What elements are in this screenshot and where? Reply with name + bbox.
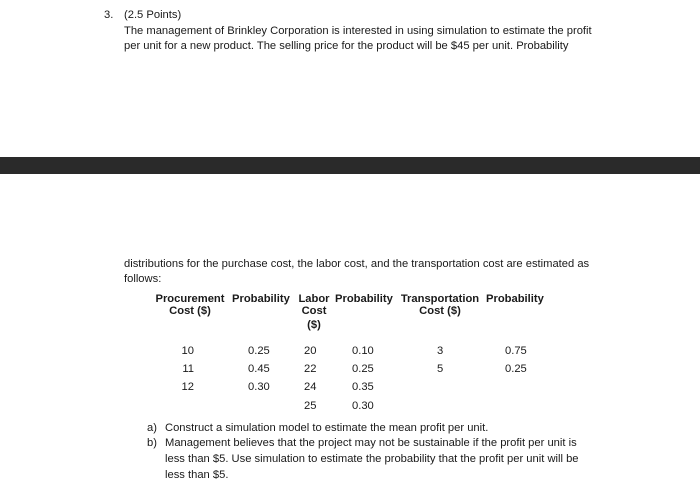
question-text-line-1: The management of Brinkley Corporation is interested in using simulation to estimate the profit <box>124 25 592 37</box>
header-probability-2: Probability <box>335 293 393 305</box>
procurement-cost: 12 <box>181 381 194 393</box>
header-procurement: Procurement Cost ($) <box>155 293 225 317</box>
labor-probability: 0.35 <box>352 381 374 393</box>
question-points: (2.5 Points) <box>124 9 182 21</box>
part-b-text-line-3: less than $5. <box>165 469 229 481</box>
separator-bar <box>0 157 700 174</box>
question-text-line-2: per unit for a new product. The selling price for the product will be $45 per unit. Probability <box>124 40 569 52</box>
labor-cost: 25 <box>304 400 317 412</box>
procurement-probability: 0.45 <box>248 363 270 375</box>
part-b-text-line-2: less than $5. Use simulation to estimate the probability that the profit per unit will be <box>165 453 579 465</box>
labor-cost: 24 <box>304 381 317 393</box>
part-a-text: Construct a simulation model to estimate the mean profit per unit. <box>165 422 489 434</box>
labor-probability: 0.30 <box>352 400 374 412</box>
labor-probability: 0.25 <box>352 363 374 375</box>
header-labor: Labor Cost ($) <box>298 293 330 331</box>
labor-probability: 0.10 <box>352 345 374 357</box>
transportation-probability: 0.75 <box>505 345 527 357</box>
labor-cost: 20 <box>304 345 317 357</box>
labor-cost: 22 <box>304 363 317 375</box>
header-transportation: Transportation Cost ($) <box>400 293 480 317</box>
transportation-probability: 0.25 <box>505 363 527 375</box>
question-text-line-4: follows: <box>124 273 162 285</box>
part-a-label: a) <box>147 422 157 434</box>
procurement-cost: 11 <box>182 363 194 375</box>
header-probability-1: Probability <box>232 293 290 305</box>
transportation-cost: 5 <box>437 363 444 375</box>
part-b-text-line-1: Management believes that the project may not be sustainable if the profit per unit is <box>165 437 577 449</box>
procurement-probability: 0.30 <box>248 381 270 393</box>
procurement-probability: 0.25 <box>248 345 270 357</box>
transportation-cost: 3 <box>437 345 444 357</box>
part-b-label: b) <box>147 437 157 449</box>
question-text-line-3: distributions for the purchase cost, the labor cost, and the transportation cost are estimated as <box>124 258 590 270</box>
question-number: 3. <box>104 9 114 21</box>
header-probability-3: Probability <box>486 293 544 305</box>
procurement-cost: 10 <box>181 345 194 357</box>
